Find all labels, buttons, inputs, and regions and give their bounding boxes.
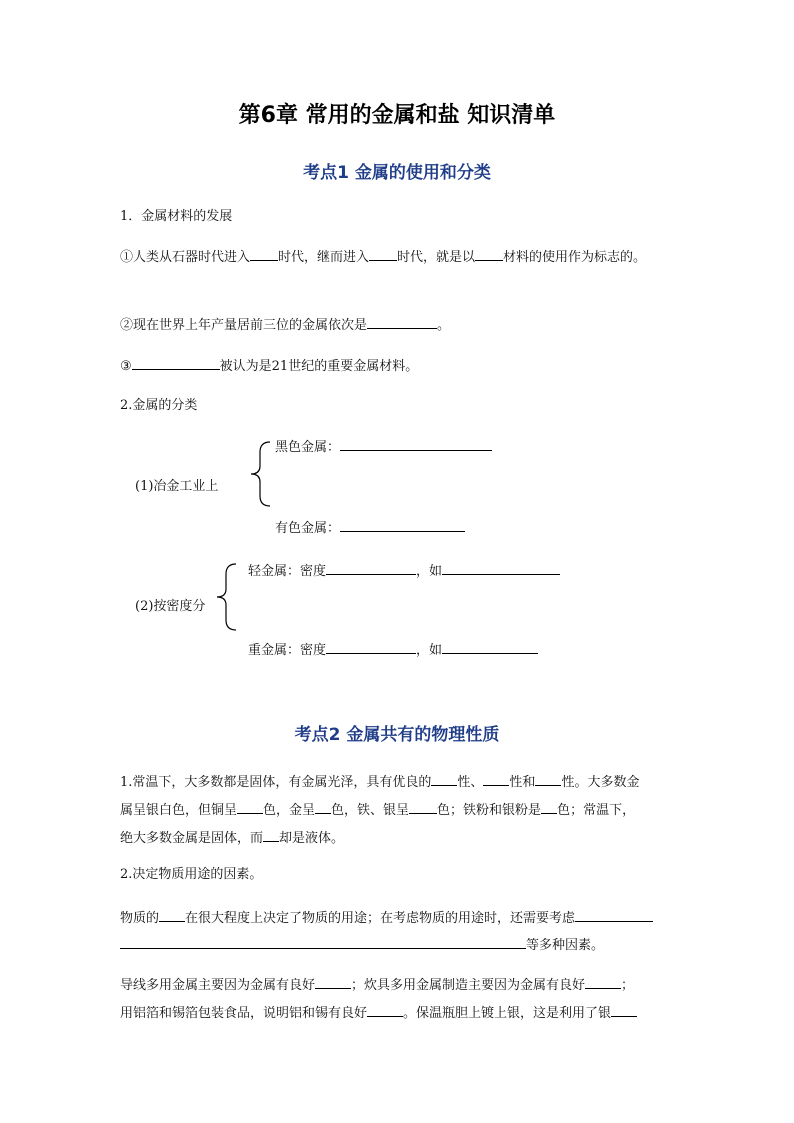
item-3-text-b: 被认为是21世纪的重要金属材料。 (219, 359, 419, 374)
text: 1.常温下，大多数都是固体，有金属光泽，具有优良的 (120, 775, 432, 790)
density-label: (2)按密度分 (135, 599, 206, 614)
text: 用铝箔和锡箔包装食品，说明铝和锡有良好 (120, 1006, 368, 1021)
blank (367, 1002, 403, 1017)
blank (442, 639, 538, 654)
text: 色；铁粉和银粉是 (437, 803, 542, 818)
item-1-text-b: 时代，继而进入 (278, 250, 370, 265)
text: ；炊具多用金属制造主要因为金属有良好 (351, 978, 586, 993)
ferrous-metal-row (275, 436, 492, 457)
blank (535, 771, 561, 786)
blank (237, 799, 263, 814)
blank (315, 974, 351, 989)
applications-line-2 (120, 1002, 637, 1023)
text: 物质的 (120, 911, 160, 926)
text: 属呈银白色，但铜呈 (120, 803, 238, 818)
usage-factors-line-1 (120, 907, 653, 928)
blank (263, 827, 279, 842)
nonferrous-metal-label: 有色金属： (275, 521, 341, 536)
text: 性、 (457, 775, 484, 790)
blank (409, 799, 437, 814)
physical-props-line-2 (120, 799, 635, 820)
light-metal-label: 轻金属：密度 (248, 564, 327, 579)
blank (442, 560, 560, 575)
text: 绝大多数金属是固体，而 (120, 831, 264, 846)
blank (541, 799, 557, 814)
text: ； (621, 978, 635, 993)
physical-props-line-1 (120, 771, 639, 792)
brace-icon (214, 562, 238, 632)
text: 性和 (509, 775, 536, 790)
subheading-material-development: 1．金属材料的发展 (120, 209, 233, 224)
heavy-metal-label: 重金属：密度 (248, 643, 327, 658)
item-2-text-b: 。 (437, 318, 451, 333)
blank (367, 314, 437, 329)
blank (475, 246, 503, 261)
text: 在很大程度上决定了物质的用途；在考虑物质的用途时，还需要考虑 (185, 911, 576, 926)
subheading-usage-factors: 2.决定物质用途的因素。 (120, 867, 263, 882)
blank (340, 517, 465, 532)
heavy-metal-row (248, 639, 538, 660)
blank (250, 246, 278, 261)
item-2 (120, 314, 450, 335)
text: 性。大多数金 (561, 775, 640, 790)
applications-line-1 (120, 974, 634, 995)
metallurgy-label: (1)冶金工业上 (135, 479, 219, 494)
item-1-text-d: 材料的使用作为标志的。 (503, 250, 647, 265)
section-2-heading: 考点2 金属共有的物理性质 (294, 725, 500, 745)
blank (340, 436, 492, 451)
blank (132, 355, 220, 370)
page-title: 第6章 常用的金属和盐 知识清单 (238, 103, 556, 128)
item-3-text-a: ③ (120, 359, 132, 374)
item-2-text-a: ②现在世界上年产量居前三位的金属依次是 (120, 318, 368, 333)
heavy-metal-example-label: ，如 (416, 643, 443, 658)
nonferrous-metal-row (275, 517, 465, 538)
text: 。保温瓶胆上镀上银，这是利用了银 (403, 1006, 612, 1021)
text: 导线多用金属主要因为金属有良好 (120, 978, 316, 993)
brace-icon (248, 440, 272, 508)
blank (483, 771, 509, 786)
text: 色；常温下， (557, 803, 636, 818)
text: 色，铁、银呈 (331, 803, 410, 818)
blank (585, 974, 621, 989)
blank (369, 246, 397, 261)
blank (326, 639, 416, 654)
physical-props-line-3 (120, 827, 344, 848)
item-1 (120, 246, 646, 267)
text: 色，金呈 (263, 803, 316, 818)
blank (326, 560, 416, 575)
blank (159, 907, 185, 922)
blank (575, 907, 653, 922)
blank (120, 934, 526, 949)
section-1-heading: 考点1 金属的使用和分类 (303, 163, 491, 183)
usage-factors-line-2 (120, 934, 604, 955)
blank (431, 771, 457, 786)
light-metal-example-label: ，如 (416, 564, 443, 579)
light-metal-row (248, 560, 560, 581)
blank (315, 799, 331, 814)
text: 却是液体。 (279, 831, 345, 846)
item-1-text-c: 时代，就是以 (397, 250, 476, 265)
text: 等多种因素。 (526, 938, 605, 953)
ferrous-metal-label: 黑色金属： (275, 440, 341, 455)
subheading-classification: 2.金属的分类 (120, 398, 198, 413)
item-3 (120, 355, 418, 376)
blank (611, 1002, 637, 1017)
item-1-text-a: ①人类从石器时代进入 (120, 250, 251, 265)
